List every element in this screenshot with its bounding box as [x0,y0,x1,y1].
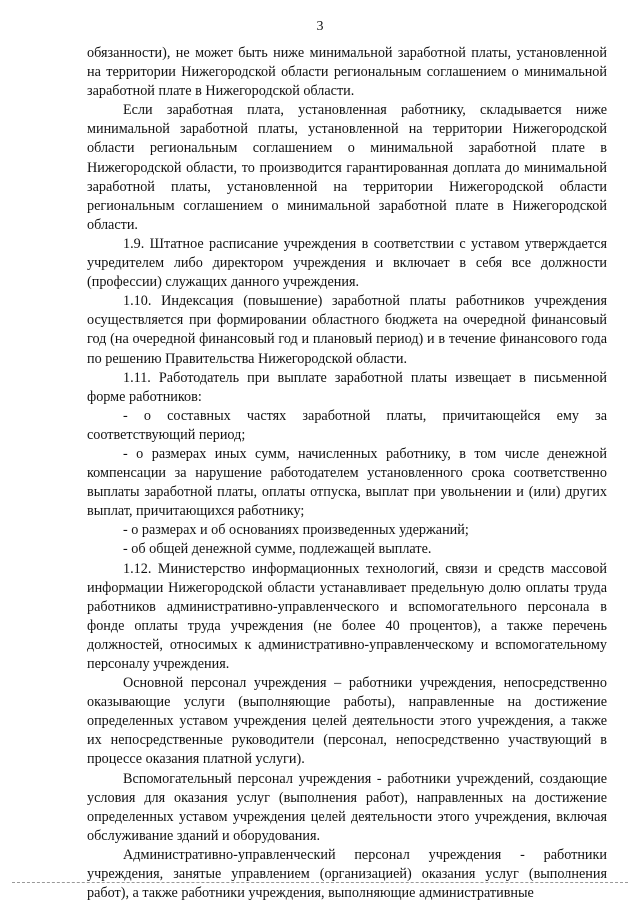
list-item: - о составных частях заработной платы, причитающейся ему за соответствующий период; [87,407,607,443]
paragraph: Вспомогательный персонал учреждения - работники учреждений, создающие условия для оказания услуг (выполнения работ), направленных на достижение определенных уставом учреждения целей деятельности этого учреждения, включая обслуживание зданий и оборудования. [87,770,607,844]
paragraph: 1.10. Индексация (повышение) заработной платы работников учреждения осуществляется при формировании областного бюджета на очередной финансовый год (на очередной финансовый год и плановый период) и в течение финансового года по решению Правительства Нижегородской области. [87,293,607,367]
paragraph: Основной персонал учреждения – работники учреждения, непосредственно оказывающие услуги (выполняющие работы), направленные на достижение определенных уставом учреждения целей деятельности этого учреждения, а также их непосредственные руководители (персонал, непосредственно участвующий в процессе оказания платной услуги). [87,675,607,768]
list-item: - о размерах и об основаниях произведенных удержаний; [123,522,469,539]
scan-edge-line [12,882,628,883]
paragraph: 1.11. Работодатель при выплате заработной платы извещает в письменной форме работников: [87,369,607,405]
paragraph: Административно-управленческий персонал учреждения - работники учреждения, занятые управлением (организацией) оказания услуг (выполнения работ), а также работники учреждения, выполняющие административные [87,846,607,902]
paragraph: 1.12. Министерство информационных технологий, связи и средств массовой информации Нижегородской области устанавливает предельную долю оплаты труда работников административно-управленческого и вспомогательного персонала в фонде оплаты труда учреждения (не более 40 процентов), а также перечень должностей, относимых к административно-управленческому и вспомогательному персоналу учреждения. [87,560,607,672]
paragraph: Если заработная плата, установленная работнику, складывается ниже минимальной заработной платы, установленной на территории Нижегородской области региональным соглашением о минимальной заработной плате в Нижегородской области, то производится гарантированная доплата до минимальной заработной платы, установленной на территории Нижегородской области региональным соглашением о минимальной заработной плате в Нижегородской области. [87,102,607,233]
paragraph: 1.9. Штатное расписание учреждения в соответствии с уставом утверждается учредителем либо директором учреждения и включает в себя все должности (профессии) служащих данного учреждения. [87,235,607,291]
paragraph: обязанности), не может быть ниже минимальной заработной платы, установленной на территории Нижегородской области региональным соглашением о минимальной заработной плате в Нижегородской области. [87,45,607,100]
document-body [87,44,607,903]
page-number: 3 [316,19,324,34]
list-item: - об общей денежной сумме, подлежащей выплате. [123,541,432,558]
list-item: - о размерах иных сумм, начисленных работнику, в том числе денежной компенсации за нарушение работодателем установленного срока соответственно выплаты заработной платы, оплаты отпуска, выплат при увольнении и (или) других выплат, причитающихся работнику; [87,445,607,520]
